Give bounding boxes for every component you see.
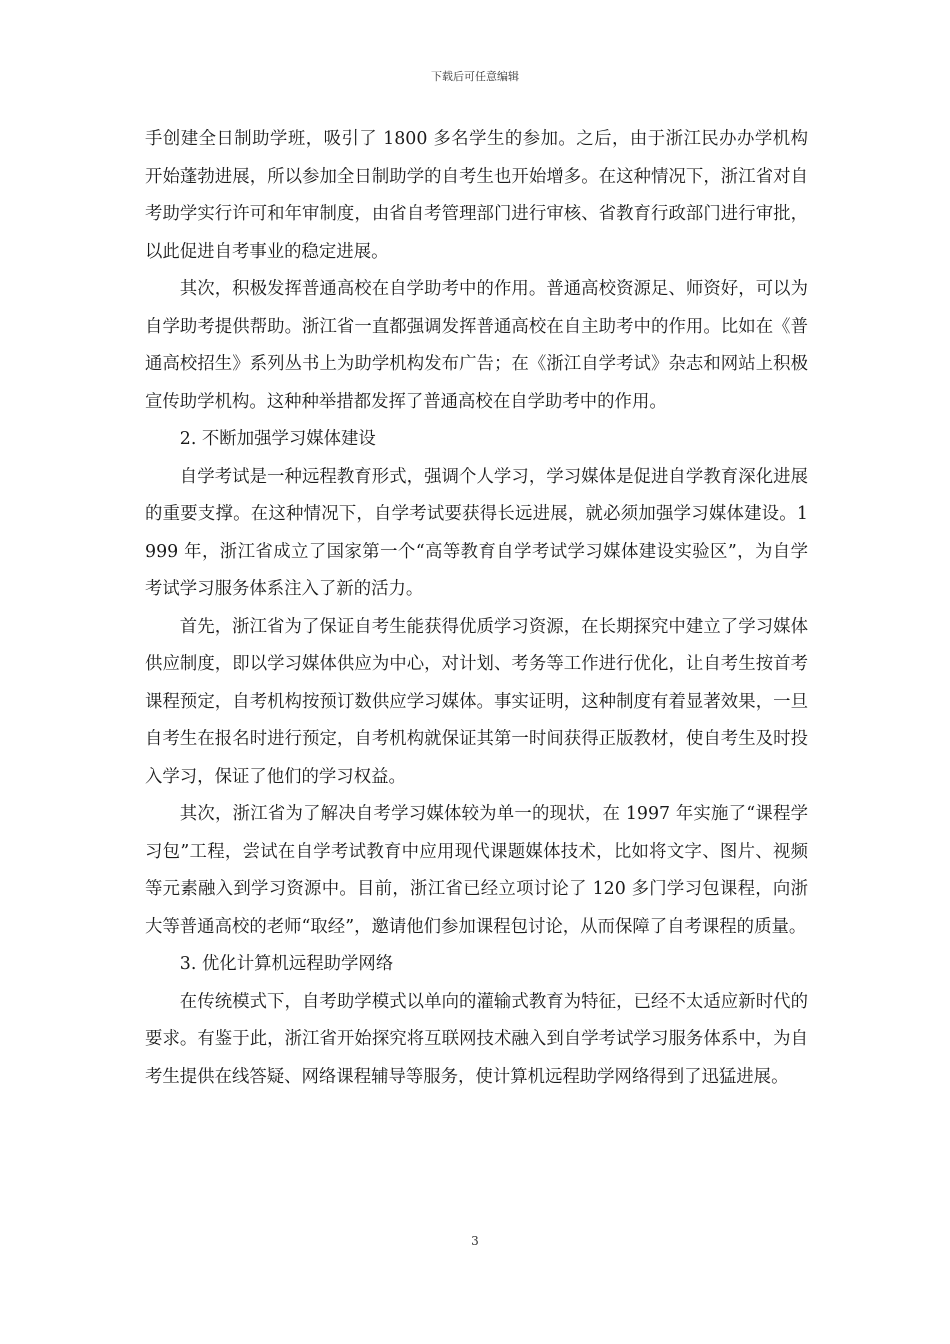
paragraph-4: 首先，浙江省为了保证自考生能获得优质学习资源，在长期探究中建立了学习媒体供应制度，即以学习媒体供应为中心，对计划、考务等工作进行优化，让自考生按首考课程预定，自考机构按预订数供应学习媒体。事实证明，这种制度有着显著效果，一旦自考生在报名时进行预定，自考机构就保证其第一时间获得正版教材，使自考生及时投入学习，保证了他们的学习权益。 xyxy=(145,616,808,787)
section-heading-3: 3. 优化计算机远程助学网络 xyxy=(179,954,394,974)
paragraph-6: 在传统模式下，自考助学模式以单向的灌输式教育为特征，已经不太适应新时代的要求。有鉴于此，浙江省开始探究将互联网技术融入到自学考试学习服务体系中，为自考生提供在线答疑、网络课程辅导等服务，使计算机远程助学网络得到了迅猛进展。 xyxy=(145,991,808,1087)
document-body xyxy=(145,121,808,1096)
page-number: 3 xyxy=(471,1234,479,1248)
paragraph-1: 手创建全日制助学班，吸引了 1800 多名学生的参加。之后，由于浙江民办办学机构开始蓬勃进展，所以参加全日制助学的自考生也开始增多。在这种情况下，浙江省对自考助学实行许可和年审制度，由省自考管理部门进行审核、省教育行政部门进行审批，以此促进自考事业的稳定进展。 xyxy=(145,129,808,262)
page-header: 下载后可任意编辑 xyxy=(431,70,519,83)
paragraph-3: 自学考试是一种远程教育形式，强调个人学习，学习媒体是促进自学教育深化进展的重要支撑。在这种情况下，自学考试要获得长远进展，就必须加强学习媒体建设。1999 年，浙江省成立了国家第一个“高等教育自学考试学习媒体建设实验区”，为自学考试学习服务体系注入了新的活力。 xyxy=(145,466,808,599)
paragraph-5: 其次，浙江省为了解决自考学习媒体较为单一的现状，在 1997 年实施了“课程学习包”工程，尝试在自学考试教育中应用现代课题媒体技术，比如将文字、图片、视频等元素融入到学习资源中。目前，浙江省已经立项讨论了 120 多门学习包课程，向浙大等普通高校的老师“取经”，邀请他们参加课程包讨论，从而保障了自考课程的质量。 xyxy=(145,804,808,937)
section-heading-2: 2. 不断加强学习媒体建设 xyxy=(179,429,376,449)
paragraph-2: 其次，积极发挥普通高校在自学助考中的作用。普通高校资源足、师资好，可以为自学助考提供帮助。浙江省一直都强调发挥普通高校在自主助考中的作用。比如在《普通高校招生》系列丛书上为助学机构发布广告；在《浙江自学考试》杂志和网站上积极宣传助学机构。这种种举措都发挥了普通高校在自学助考中的作用。 xyxy=(145,279,808,412)
